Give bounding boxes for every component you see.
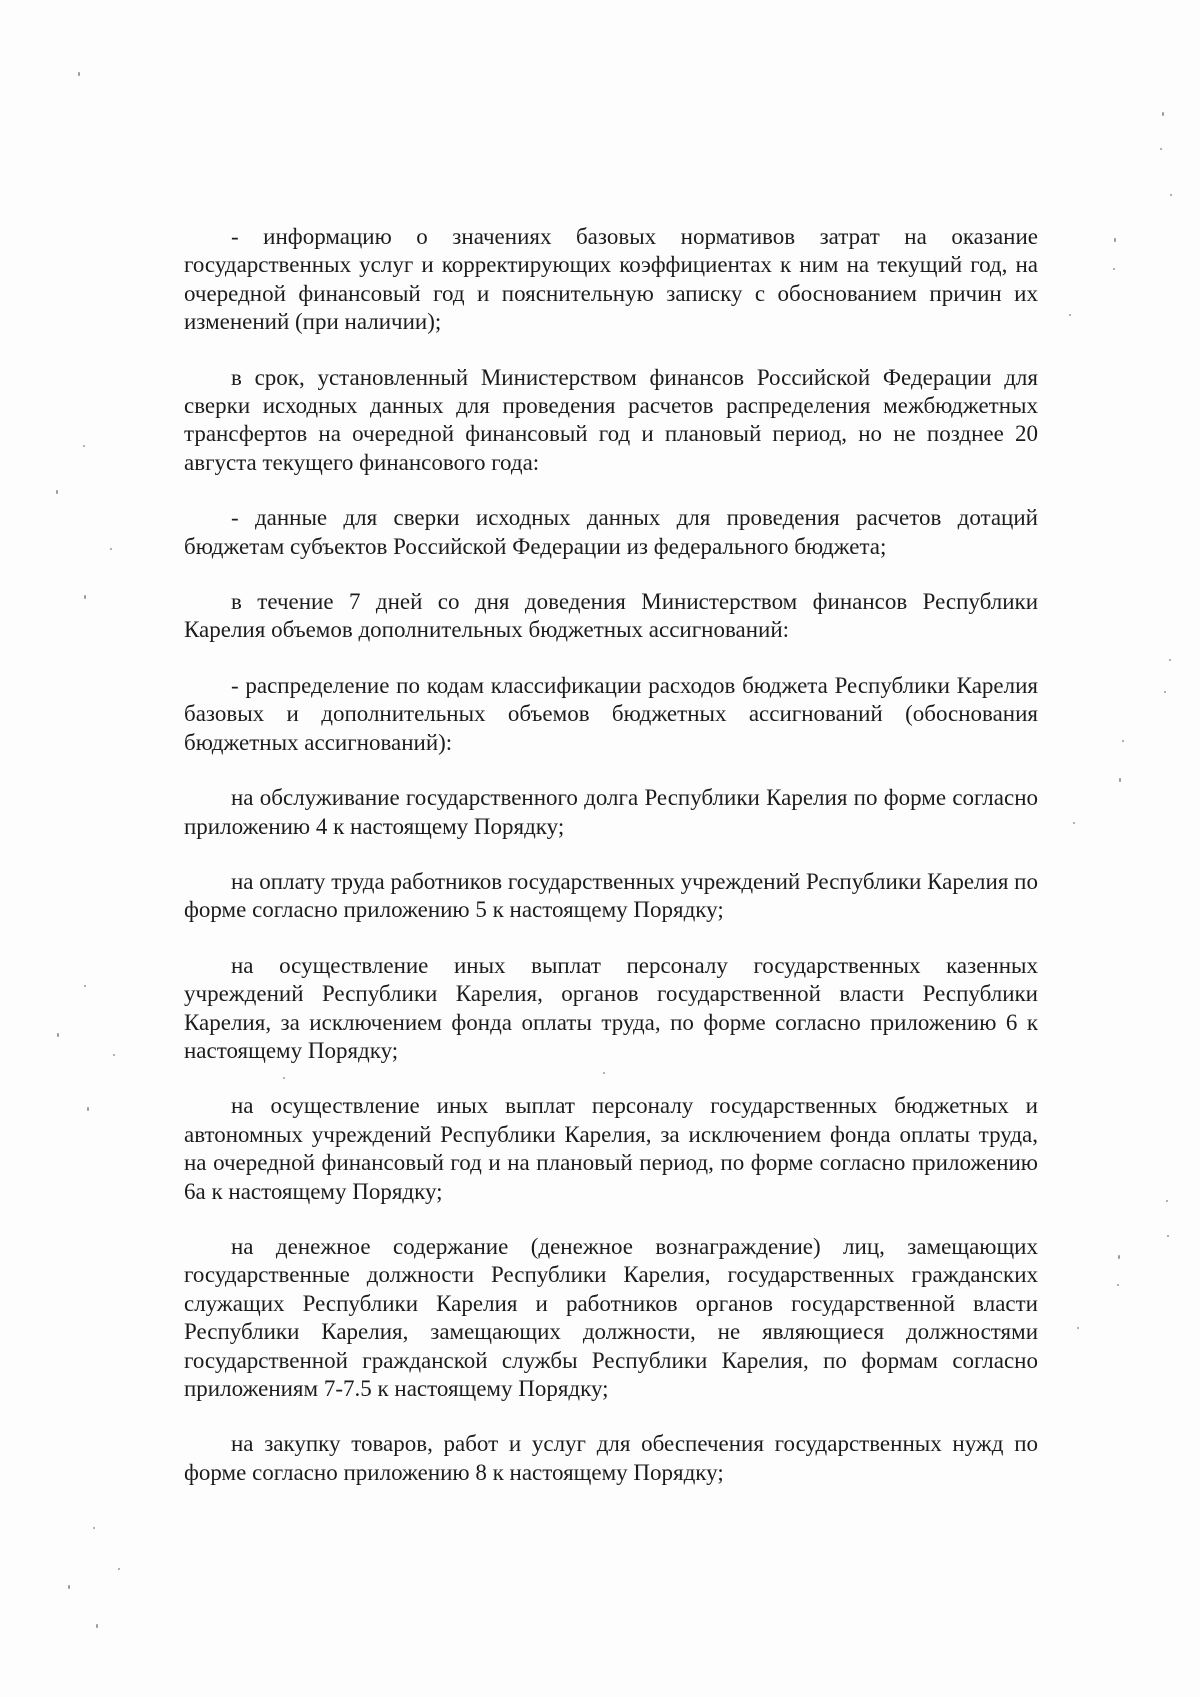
scan-speck (84, 595, 86, 599)
scan-speck (1170, 194, 1172, 196)
paragraph-distribution-codes: - распределение по кодам классификации расходов бюджета Республики Карелия базовых и дополнительных объемов бюджетных ассигнований (обоснования бюджетных ассигнований): (184, 672, 1038, 755)
paragraph-debt-service: на обслуживание государственного долга Республики Карелия по форме согласно приложению 4 к настоящему Порядку; (184, 785, 1038, 839)
scan-speck (78, 72, 80, 76)
scan-speck (1166, 1200, 1168, 1202)
scan-speck (87, 1107, 89, 1111)
paragraph-labor-pay: на оплату труда работников государственных учреждений Республики Карелия по форме согласно приложению 5 к настоящему Порядку; (184, 868, 1038, 923)
paragraph-other-payments-state: на осуществление иных выплат персоналу государственных казенных учреждений Республики Карелия, органов государственной власти Республики Карелия, за исключением фонда оплаты труда, по форме согласно приложению 6 к настоящему Порядку; (184, 952, 1038, 1063)
paragraph-other-payments-budget: на осуществление иных выплат персоналу государственных бюджетных и автономных учреждений Республики Карелия, за исключением фонда оплаты труда, на очередной финансовый год и на плановый период, по форме согласно приложению 6а к настоящему Порядку; (184, 1093, 1038, 1204)
scan-speck (1114, 238, 1116, 242)
scan-speck (1113, 268, 1115, 270)
scan-speck (1164, 691, 1166, 693)
scan-speck (84, 985, 86, 987)
scan-speck (1162, 112, 1164, 116)
scan-speck (83, 445, 85, 447)
scan-speck (1118, 1255, 1120, 1259)
paragraph-procurement: на закупку товаров, работ и услуг для обеспечения государственных нужд по форме согласно приложению 8 к настоящему Порядку; (184, 1431, 1038, 1485)
scan-speck (1160, 148, 1162, 150)
scan-speck (118, 1568, 120, 1570)
scan-speck (1069, 314, 1071, 316)
scan-speck (56, 490, 58, 494)
paragraph-subsidy-data: - данные для сверки исходных данных для проведения расчетов дотаций бюджетам субъектов Российской Федерации из федерального бюджета; (184, 505, 1038, 559)
paragraph-verification-deadline: в срок, установленный Министерством финансов Российской Федерации для сверки исходных данных для проведения расчетов распределения межбюджетных трансфертов на очередной финансовый год и плановый период, но не позднее 20 августа текущего финансового года: (184, 364, 1038, 475)
paragraph-seven-days: в течение 7 дней со дня доведения Министерством финансов Республики Карелия объемов дополнительных бюджетных ассигнований: (184, 589, 1038, 643)
scan-speck (113, 1054, 115, 1056)
scan-speck (1077, 1327, 1079, 1329)
scan-speck (93, 1527, 95, 1529)
scan-speck (1167, 1235, 1169, 1237)
document-body (184, 223, 1038, 1514)
scan-speck (96, 1624, 98, 1628)
paragraph-norms-info: - информацию о значениях базовых нормативов затрат на оказание государственных услуг и корректирующих коэффициентах к ним на текущий год, на очередной финансовый год и пояснительную записку с обоснованием причин их изменений (при наличии); (184, 224, 1038, 335)
scan-speck (1119, 778, 1121, 782)
scan-speck (57, 1033, 59, 1037)
scan-speck (283, 1077, 285, 1079)
scan-speck (1122, 740, 1124, 742)
scan-speck (68, 1585, 70, 1589)
scan-speck (1073, 822, 1075, 824)
scan-speck (603, 1072, 605, 1074)
scan-speck (1169, 659, 1171, 661)
paragraph-monetary-allowance: на денежное содержание (денежное вознаграждение) лиц, замещающих государственные должности Республики Карелия, государственных гражданских служащих Республики Карелия и работников органов государственной власти Республики Карелия, замещающих должности, не являющиеся должностями государственной гражданской службы Республики Карелия, по формам согласно приложениям 7-7.5 к настоящему Порядку; (184, 1233, 1038, 1401)
scan-speck (1117, 1284, 1119, 1286)
scan-speck (110, 548, 112, 550)
